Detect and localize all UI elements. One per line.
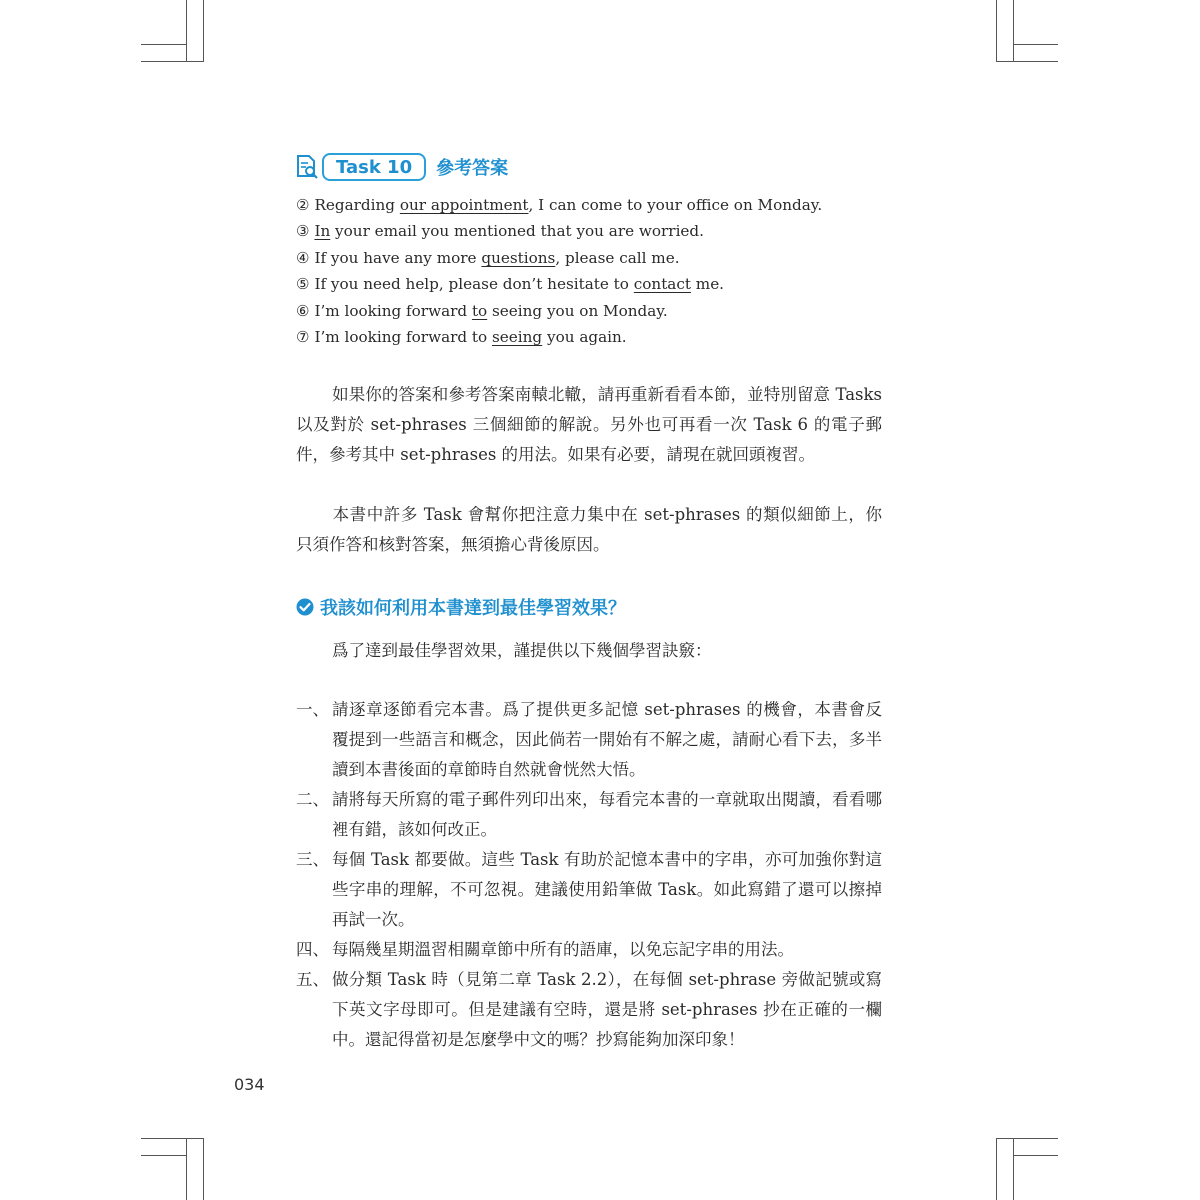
- paragraph-review-text: 如果你的答案和參考答案南轅北轍，請再重新看看本節，並特別留意 Tasks 以及對於 set-phrases 三個細節的解說。另外也可再看一次 Task 6 的電子郵件，參考其中 set-phrases 的用法。如果有必要，請現在就回頭複習。: [296, 385, 882, 464]
- tip-item: [296, 965, 882, 1055]
- tip-number: 三、: [296, 850, 329, 869]
- answer-text: your email you mentioned that you are worried.: [330, 222, 704, 241]
- answer-text: you again.: [542, 327, 627, 346]
- answer-line: [296, 271, 896, 297]
- answer-text: If you need help, please don’t hesitate to: [314, 275, 634, 294]
- answer-underlined-text: to: [471, 301, 488, 320]
- answer-text: Regarding: [314, 196, 400, 214]
- answer-underlined-text: In: [314, 222, 331, 241]
- answer-line: [296, 324, 896, 350]
- answer-line: [296, 218, 896, 244]
- answer-text: I’m looking forward: [314, 301, 472, 320]
- answer-text: , please call me.: [555, 248, 680, 267]
- task-header: [296, 151, 508, 183]
- tip-number: 一、: [296, 700, 329, 719]
- tip-number: 五、: [296, 970, 329, 989]
- tip-text: 請逐章逐節看完本書。爲了提供更多記憶 set-phrases 的機會，本書會反覆提到一些語言和概念，因此倘若一開始有不解之處，請耐心看下去，多半讀到本書後面的章節時自然就會恍然大悟。: [332, 700, 882, 779]
- tip-text: 請將每天所寫的電子郵件列印出來，每看完本書的一章就取出閱讀，看看哪裡有錯，該如何改正。: [332, 790, 882, 839]
- tip-number: 二、: [296, 790, 329, 809]
- task-label-badge: [322, 153, 426, 181]
- answer-underlined-text: questions: [481, 248, 556, 267]
- answer-text: seeing you on Monday.: [487, 301, 668, 320]
- answer-text: me.: [690, 275, 725, 294]
- tip-text: 做分類 Task 時（見第二章 Task 2.2），在每個 set-phrase 旁做記號或寫下英文字母即可。但是建議有空時，還是將 set-phrases 抄在正確的一欄中。還記得當初是怎麼學中文的嗎？抄寫能夠加深印象！: [332, 970, 882, 1049]
- answer-line: [296, 192, 896, 218]
- check-circle-icon: [296, 598, 314, 616]
- section-heading: [296, 592, 626, 622]
- paragraph-note: [296, 500, 882, 560]
- tips-list: [296, 695, 882, 1055]
- document-search-icon: [296, 154, 318, 180]
- answer-number: ⑦: [296, 327, 315, 346]
- answer-text: I’m looking forward to: [314, 327, 493, 346]
- answer-list: [296, 192, 896, 350]
- answer-text: If you have any more: [314, 248, 482, 267]
- tip-item: [296, 935, 882, 965]
- answer-underlined-text: seeing: [492, 327, 543, 346]
- tip-text: 每隔幾星期溫習相關章節中所有的語庫，以免忘記字串的用法。: [332, 940, 794, 959]
- tip-item: [296, 845, 882, 935]
- page-number: 034: [234, 1075, 265, 1094]
- tip-text: 每個 Task 都要做。這些 Task 有助於記憶本書中的字串，亦可加強你對這些字串的理解，不可忽視。建議使用鉛筆做 Task。如此寫錯了還可以擦掉再試一次。: [332, 850, 882, 929]
- answer-line: [296, 245, 896, 271]
- paragraph-note-text: 本書中許多 Task 會幫你把注意力集中在 set-phrases 的類似細節上，你只須作答和核對答案，無須擔心背後原因。: [296, 505, 882, 554]
- answer-underlined-text: contact: [633, 275, 691, 294]
- section-title: 我該如何利用本書達到最佳學習效果？: [320, 598, 626, 619]
- tip-item: [296, 785, 882, 845]
- tip-item: [296, 695, 882, 785]
- answer-number: ②: [296, 196, 315, 214]
- paragraph-intro: [296, 636, 882, 666]
- answer-number: ⑥: [296, 301, 315, 320]
- answer-number: ④: [296, 248, 315, 267]
- answer-line: [296, 298, 896, 324]
- answer-number: ⑤: [296, 275, 315, 294]
- paragraph-review: [296, 380, 882, 470]
- task-title: 參考答案: [436, 158, 509, 179]
- task-label: Task 10: [336, 156, 413, 178]
- answer-underlined-text: our appointment: [399, 196, 529, 214]
- tip-number: 四、: [296, 940, 329, 959]
- answer-number: ③: [296, 222, 315, 241]
- answer-text: , I can come to your office on Monday.: [528, 196, 823, 214]
- paragraph-intro-text: 爲了達到最佳學習效果，謹提供以下幾個學習訣竅：: [332, 641, 712, 660]
